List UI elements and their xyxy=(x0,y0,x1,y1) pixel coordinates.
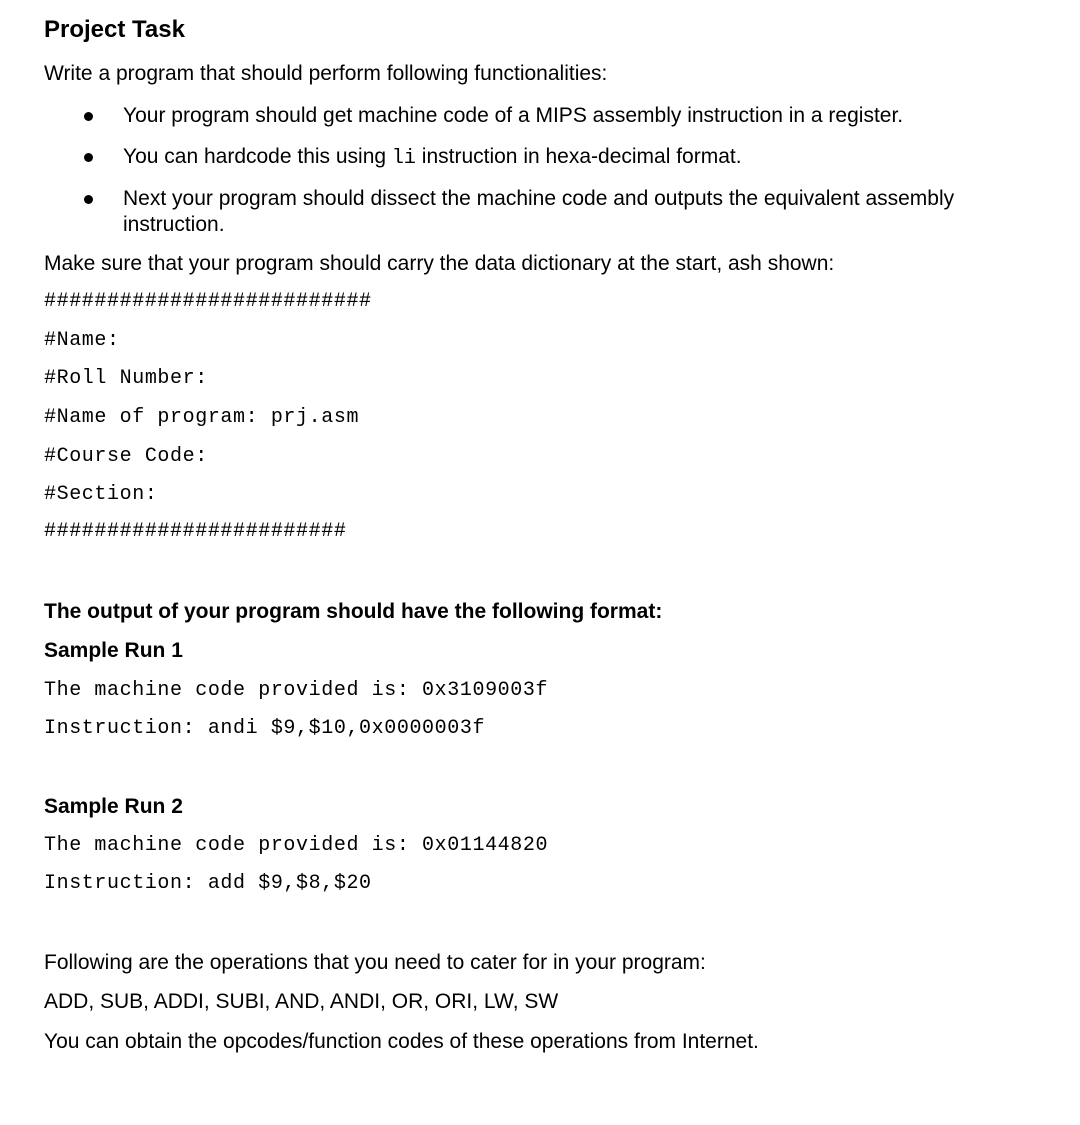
bullet-item-1: Your program should get machine code of a MIPS assembly instruction in a register. xyxy=(123,104,904,127)
header-program-line: #Name of program: prj.asm xyxy=(44,406,360,429)
bullet-dot-icon xyxy=(84,153,93,162)
footer-note: You can obtain the opcodes/function codes of these operations from Internet. xyxy=(44,1030,759,1053)
sample-run-1-line-2: Instruction: andi $9,$10,0x0000003f xyxy=(44,717,486,740)
bullet-item-2-pre: You can hardcode this using xyxy=(123,145,392,168)
header-roll-line: #Roll Number: xyxy=(44,367,208,390)
operations-list: ADD, SUB, ADDI, SUBI, AND, ANDI, OR, ORI, LW, SW xyxy=(44,990,559,1013)
header-top-rule: ########################## xyxy=(44,290,372,313)
sample-run-2-heading: Sample Run 2 xyxy=(44,795,183,818)
bullet-dot-icon xyxy=(84,112,93,121)
bullet-item-2-post: instruction in hexa-decimal format. xyxy=(415,145,742,168)
operations-intro: Following are the operations that you need to cater for in your program: xyxy=(44,951,706,974)
bullet-item-3: Next your program should dissect the machine code and outputs the equivalent assembly instruction. xyxy=(123,187,955,236)
sample-run-2-line-1: The machine code provided is: 0x01144820 xyxy=(44,834,549,857)
bullet-dot-icon xyxy=(84,195,93,204)
bullet-item-2 xyxy=(123,144,1043,172)
sample-run-1-heading: Sample Run 1 xyxy=(44,639,183,662)
header-section-line: #Section: xyxy=(44,483,158,506)
intro-text: Write a program that should perform following functionalities: xyxy=(44,62,608,85)
header-bottom-rule: ######################## xyxy=(44,520,347,543)
sample-run-1-line-1: The machine code provided is: 0x3109003f xyxy=(44,679,549,702)
sample-run-2-line-2: Instruction: add $9,$8,$20 xyxy=(44,872,372,895)
header-name-line: #Name: xyxy=(44,329,120,352)
page-title: Project Task xyxy=(44,16,185,43)
dictionary-intro: Make sure that your program should carry the data dictionary at the start, ash shown: xyxy=(44,252,835,275)
header-course-line: #Course Code: xyxy=(44,445,208,468)
inline-code-li: li xyxy=(391,147,416,170)
output-format-heading: The output of your program should have the following format: xyxy=(44,600,663,623)
